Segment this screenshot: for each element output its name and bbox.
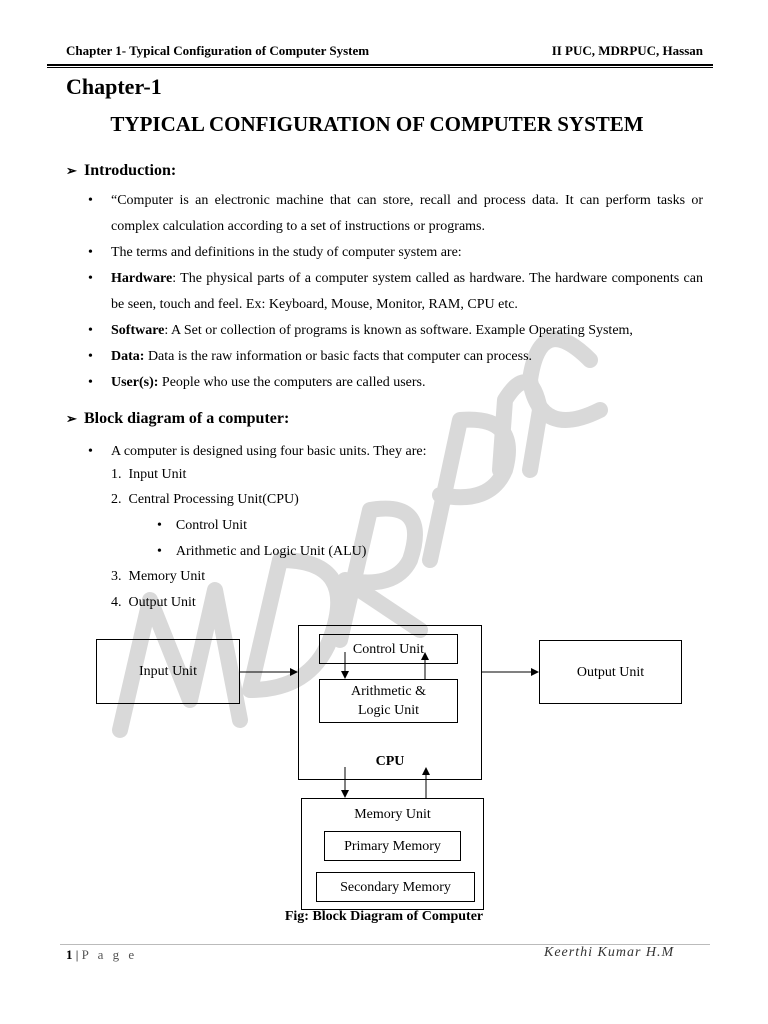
intro-bullet-data: Data: Data is the raw information or basic facts that computer can process. (111, 349, 533, 364)
page-number: 1 | P a g e (66, 947, 138, 962)
bullet-icon: • (88, 323, 93, 338)
list-item: 4. Output Unit (111, 595, 196, 610)
list-item: 1. Input Unit (111, 467, 187, 482)
arrow-bullet-icon: ➢ (66, 411, 77, 426)
bullet-icon: • (88, 271, 93, 286)
alu-box: Arithmetic & Logic Unit (319, 679, 458, 723)
page-title: TYPICAL CONFIGURATION OF COMPUTER SYSTEM (110, 112, 644, 136)
bullet-icon: • (88, 349, 93, 364)
block-bullet: A computer is designed using four basic units. They are: (111, 444, 427, 459)
intro-bullet-software: Software: A Set or collection of programs is known as software. Example Operating System, (111, 323, 633, 338)
secondary-memory-box: Secondary Memory (316, 872, 475, 902)
chapter-heading: Chapter-1 (66, 74, 162, 99)
bullet-icon: • (88, 375, 93, 390)
bullet-icon: • (88, 245, 93, 260)
list-subitem: • Control Unit (157, 518, 248, 533)
header-chapter-title: Chapter 1- Typical Configuration of Computer System (66, 43, 370, 58)
intro-bullet-1: “Computer is an electronic machine that can store, recall and process data. It can perform tasks or complex calculation according to a set of instructions or programs. (111, 193, 703, 234)
arrow-bullet-icon: ➢ (66, 163, 77, 178)
header-college: II PUC, MDRPUC, Hassan (551, 43, 703, 58)
output-unit-box: Output Unit (539, 640, 682, 704)
intro-bullet-hardware: Hardware: The physical parts of a computer system called as hardware. The hardware components can be seen, touch and feel. Ex: Keyboard, Mouse, Monitor, RAM, CPU etc. (111, 271, 703, 312)
primary-memory-box: Primary Memory (324, 831, 461, 861)
figure-caption: Fig: Block Diagram of Computer (284, 909, 484, 924)
list-subitem: • Arithmetic and Logic Unit (ALU) (157, 544, 367, 559)
input-unit-box: Input Unit (96, 639, 240, 704)
section-heading: Introduction: (84, 162, 177, 179)
cpu-label: CPU (375, 754, 405, 769)
intro-bullet-users: User(s): People who use the computers are called users. (111, 375, 426, 390)
list-item: 2. Central Processing Unit(CPU) (111, 492, 299, 507)
intro-bullet-2: The terms and definitions in the study of computer system are: (111, 245, 462, 260)
bullet-icon: • (88, 444, 93, 459)
memory-unit-label: Memory Unit (354, 807, 431, 822)
list-item: 3. Memory Unit (111, 569, 206, 584)
author-signature: Keerthi Kumar H.M (544, 945, 675, 960)
bullet-icon: • (88, 193, 93, 208)
control-unit-box: Control Unit (319, 634, 458, 664)
section-heading: Block diagram of a computer: (84, 410, 290, 427)
